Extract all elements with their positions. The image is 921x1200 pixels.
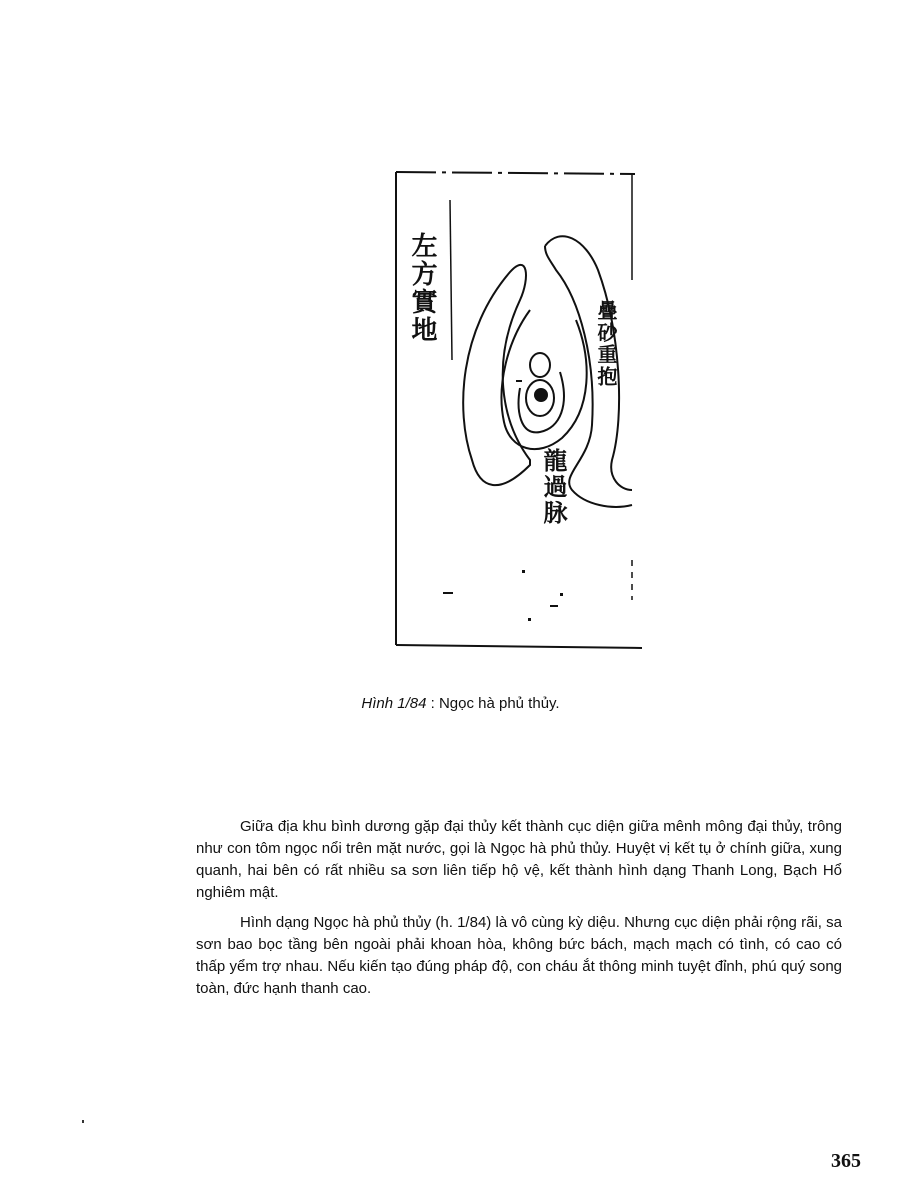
caption-text: Ngọc hà phủ thủy. [438,695,560,712]
paragraph: Hình dạng Ngọc hà phủ thủy (h. 1/84) là vô cùng kỳ diệu. Nhưng cục diện phải rộng rãi, sa sơn bao bọc tầng bên ngoài phải khoan hòa, không bức bách, mạch mạch có tình, có cao có thấp yểm trợ nhau. Nếu kiến tạo đúng pháp độ, con cháu ắt thông minh tuyệt đỉnh, phú quý song toàn, đức hạnh thanh cao. [196,914,842,997]
frame-bottom-edge [396,645,642,648]
left-inner-line [450,200,452,360]
paragraph: Giữa địa khu bình dương gặp đại thủy kết thành cục diện giữa mênh mông đại thủy, trông như con tôm ngọc nổi trên mặt nước, gọi là Ngọc hà phủ thủy. Huyệt vị kết tụ ở chính giữa, xung quanh, hai bên có rất nhiều sa sơn liên tiếp hộ vệ, kết thành hình dạng Thanh Long, Bạch Hổ nghiêm mật. [196,818,842,901]
label-dragon-vein: 龍過脉 [539,448,568,526]
label-left-solid-ground: 左方實地 [407,232,437,344]
label-layered-sand: 疊砂重抱 [594,300,618,388]
center-lump-top [530,353,550,377]
caption-separator: : [426,695,439,712]
figure-caption [0,695,921,712]
figure-number: Hình 1/84 [361,695,427,712]
page-number: 365 [831,1150,861,1172]
cave-mark [534,388,548,402]
margin-speck [82,1120,84,1123]
feng-shui-diagram [380,160,650,660]
inner-arc [502,310,587,449]
frame-top-edge [396,172,635,174]
outer-sand-curve [463,265,530,485]
body-text [196,816,842,1008]
